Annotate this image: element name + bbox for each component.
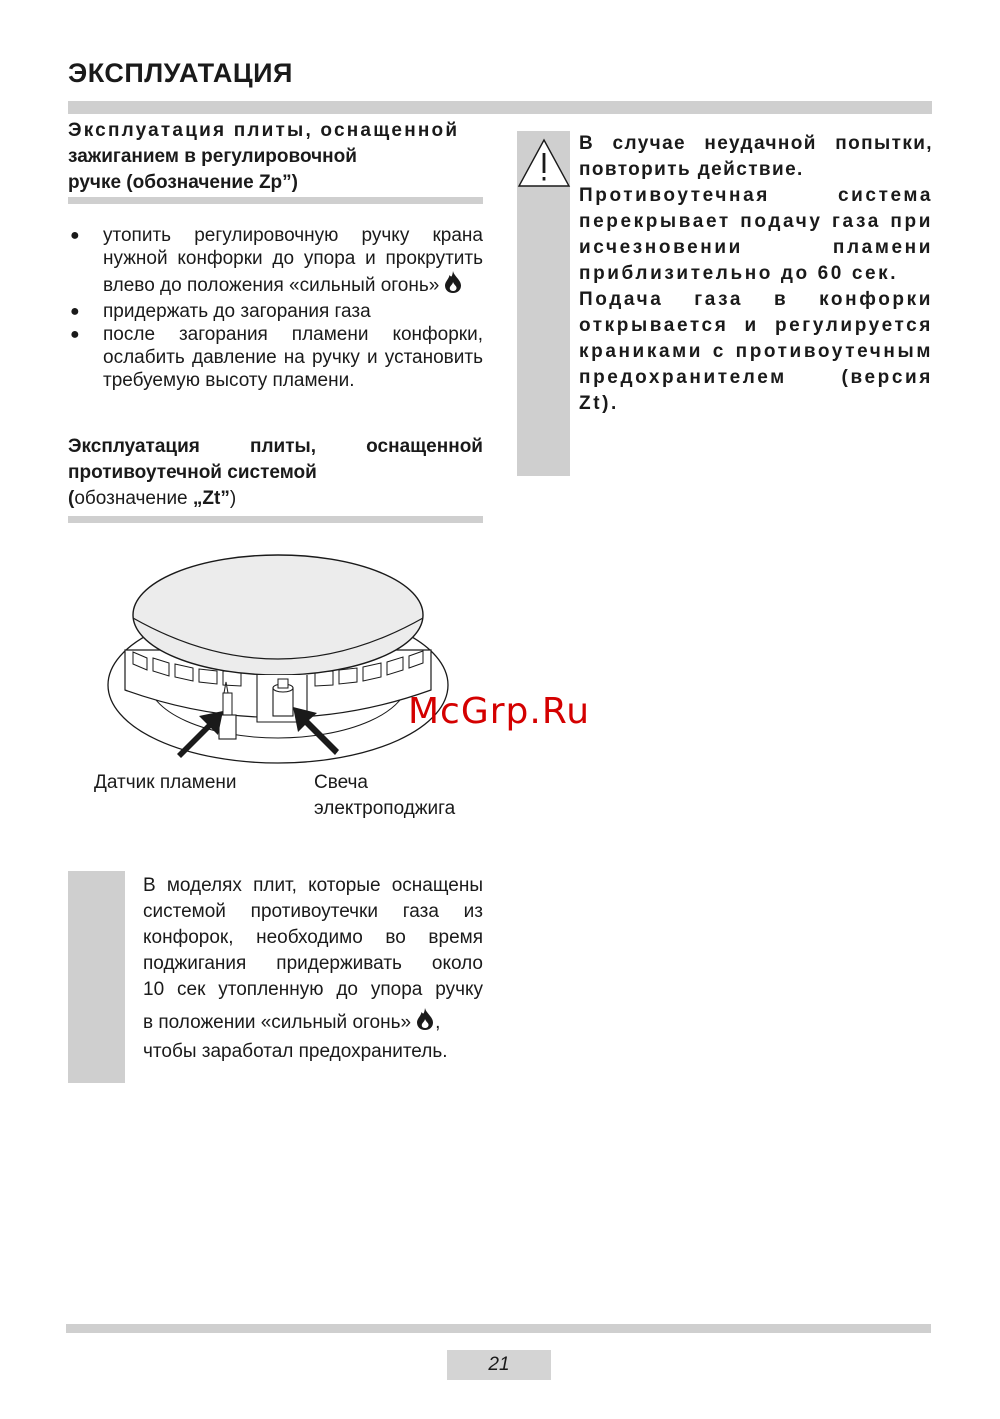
- section-zp-divider: [68, 197, 483, 204]
- section-zt-heading-line1: Эксплуатация плиты, оснащенной: [68, 436, 483, 457]
- section-zt-heading: [68, 434, 483, 512]
- bullet-dot: ●: [70, 227, 80, 244]
- section-zt-divider: [68, 516, 483, 523]
- note-line: конфорок, необходимо во время: [143, 927, 483, 948]
- section-zp-heading: [68, 118, 483, 196]
- page-number: 21: [447, 1350, 551, 1380]
- burner-diagram: [95, 540, 455, 775]
- list-item: [68, 224, 483, 300]
- note-line: поджигания придерживать около: [143, 953, 483, 974]
- warning-paragraph: В случае неудачной попытки, повторить действие.: [579, 133, 933, 180]
- section-zt-heading-line2: противоутечной системой: [68, 462, 317, 483]
- flame-icon: [443, 270, 463, 300]
- watermark: McGrp.Ru: [408, 691, 591, 732]
- section-zp-heading-line3: ручке (обозначение Zp”): [68, 172, 298, 193]
- spark-plug-label: Свеча электроподжига: [314, 772, 456, 819]
- bullet-text: придержать до загорания газа: [103, 301, 371, 322]
- note-line: в положении «сильный огонь» ,: [143, 1007, 483, 1039]
- section-zp-heading-line2: зажиганием в регулировочной: [68, 146, 357, 167]
- title-divider: [68, 101, 932, 114]
- warning-paragraph: Противоутечная система перекрывает подачу газа при исчезновении пламени приблизительно до 60 сек.: [579, 185, 933, 284]
- warning-paragraph: Подача газа в конфорки открывается и регулируется краниками с противоутечным предохранителем (версия Zt).: [579, 289, 933, 414]
- warning-text: [579, 131, 933, 417]
- note-line: 10 сек утопленную до упора ручку: [143, 979, 483, 1000]
- note-line: системой противоутечки газа из: [143, 901, 483, 922]
- page-title: ЭКСПЛУАТАЦИЯ: [68, 58, 293, 88]
- footer-divider: [66, 1324, 931, 1333]
- list-item: [68, 300, 483, 323]
- bullet-dot: ●: [70, 326, 80, 343]
- warning-icon: [516, 137, 572, 194]
- bullet-text: после загорания пламени конфорки, ослабить давление на ручку и установить требуемую высоту пламени.: [103, 324, 483, 391]
- bullet-dot: ●: [70, 303, 80, 320]
- list-item: [68, 323, 483, 392]
- note-line: чтобы заработал предохранитель.: [143, 1041, 448, 1062]
- section-zt-heading-line3: (обозначение „Zt”): [68, 488, 237, 509]
- section-zp-bullet-list: [68, 224, 483, 392]
- note-line: В моделях плит, которые оснащены: [143, 875, 483, 896]
- flame-icon: [415, 1007, 435, 1039]
- note-text: [143, 873, 483, 1065]
- flame-sensor-label: Датчик пламени: [94, 772, 237, 793]
- bullet-text: утопить регулировочную ручку крана нужной конфорки до упора и прокрутить влево до положения «сильный огонь»: [103, 225, 483, 296]
- section-zp-heading-line1: Эксплуатация плиты, оснащенной: [68, 120, 460, 141]
- note-sidebar: [68, 871, 125, 1083]
